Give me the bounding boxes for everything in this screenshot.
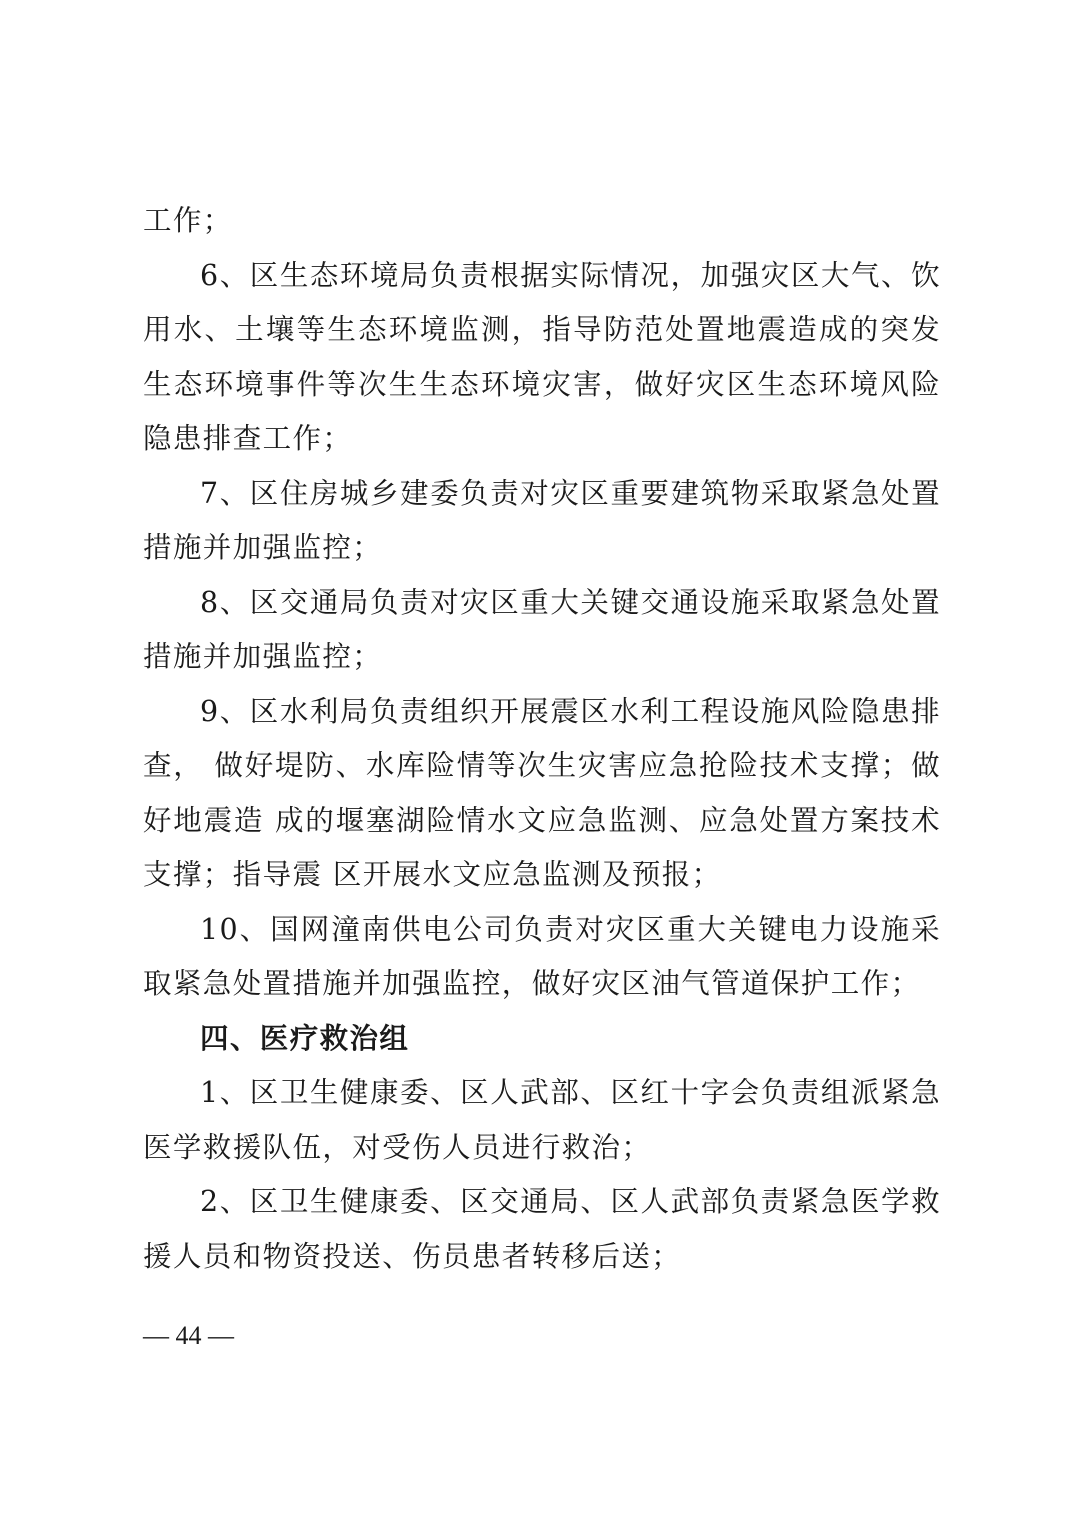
section-heading: 四、医疗救治组 [200, 1021, 410, 1055]
list-item-6: 6、区生态环境局负责根据实际情况，加强灾区大气、饮用水、土壤等生态环境监测，指导防范处置地震造成的突发生态环境事件等次生生态环境灾害，做好灾区生态环境风险隐患排查工作； [143, 258, 941, 455]
paragraph-continuation: 工作； [143, 204, 233, 237]
list-item-1: 1、区卫生健康委、区人武部、区红十字会负责组派紧急医学救援队伍，对受伤人员进行救治； [143, 1076, 941, 1164]
list-item-7: 7、区住房城乡建委负责对灾区重要建筑物采取紧急处置措施并加强监控； [143, 476, 941, 564]
list-item-8: 8、区交通局负责对灾区重大关键交通设施采取紧急处置措施并加强监控； [143, 585, 941, 673]
list-item-10: 10、国网潼南供电公司负责对灾区重大关键电力设施采取紧急处置措施并加强监控，做好灾区油气管道保护工作； [143, 912, 941, 1000]
document-body [143, 194, 941, 1284]
list-item-2: 2、区卫生健康委、区交通局、区人武部负责紧急医学救援人员和物资投送、伤员患者转移后送； [143, 1185, 941, 1273]
page-number: — 44 — [143, 1321, 234, 1350]
list-item-9: 9、区水利局负责组织开展震区水利工程设施风险隐患排查， 做好堤防、水库险情等次生灾害应急抢险技术支撑；做好地震造 成的堰塞湖险情水文应急监测、应急处置方案技术支撑；指导震 区开展水文应急监测及预报； [143, 694, 941, 891]
